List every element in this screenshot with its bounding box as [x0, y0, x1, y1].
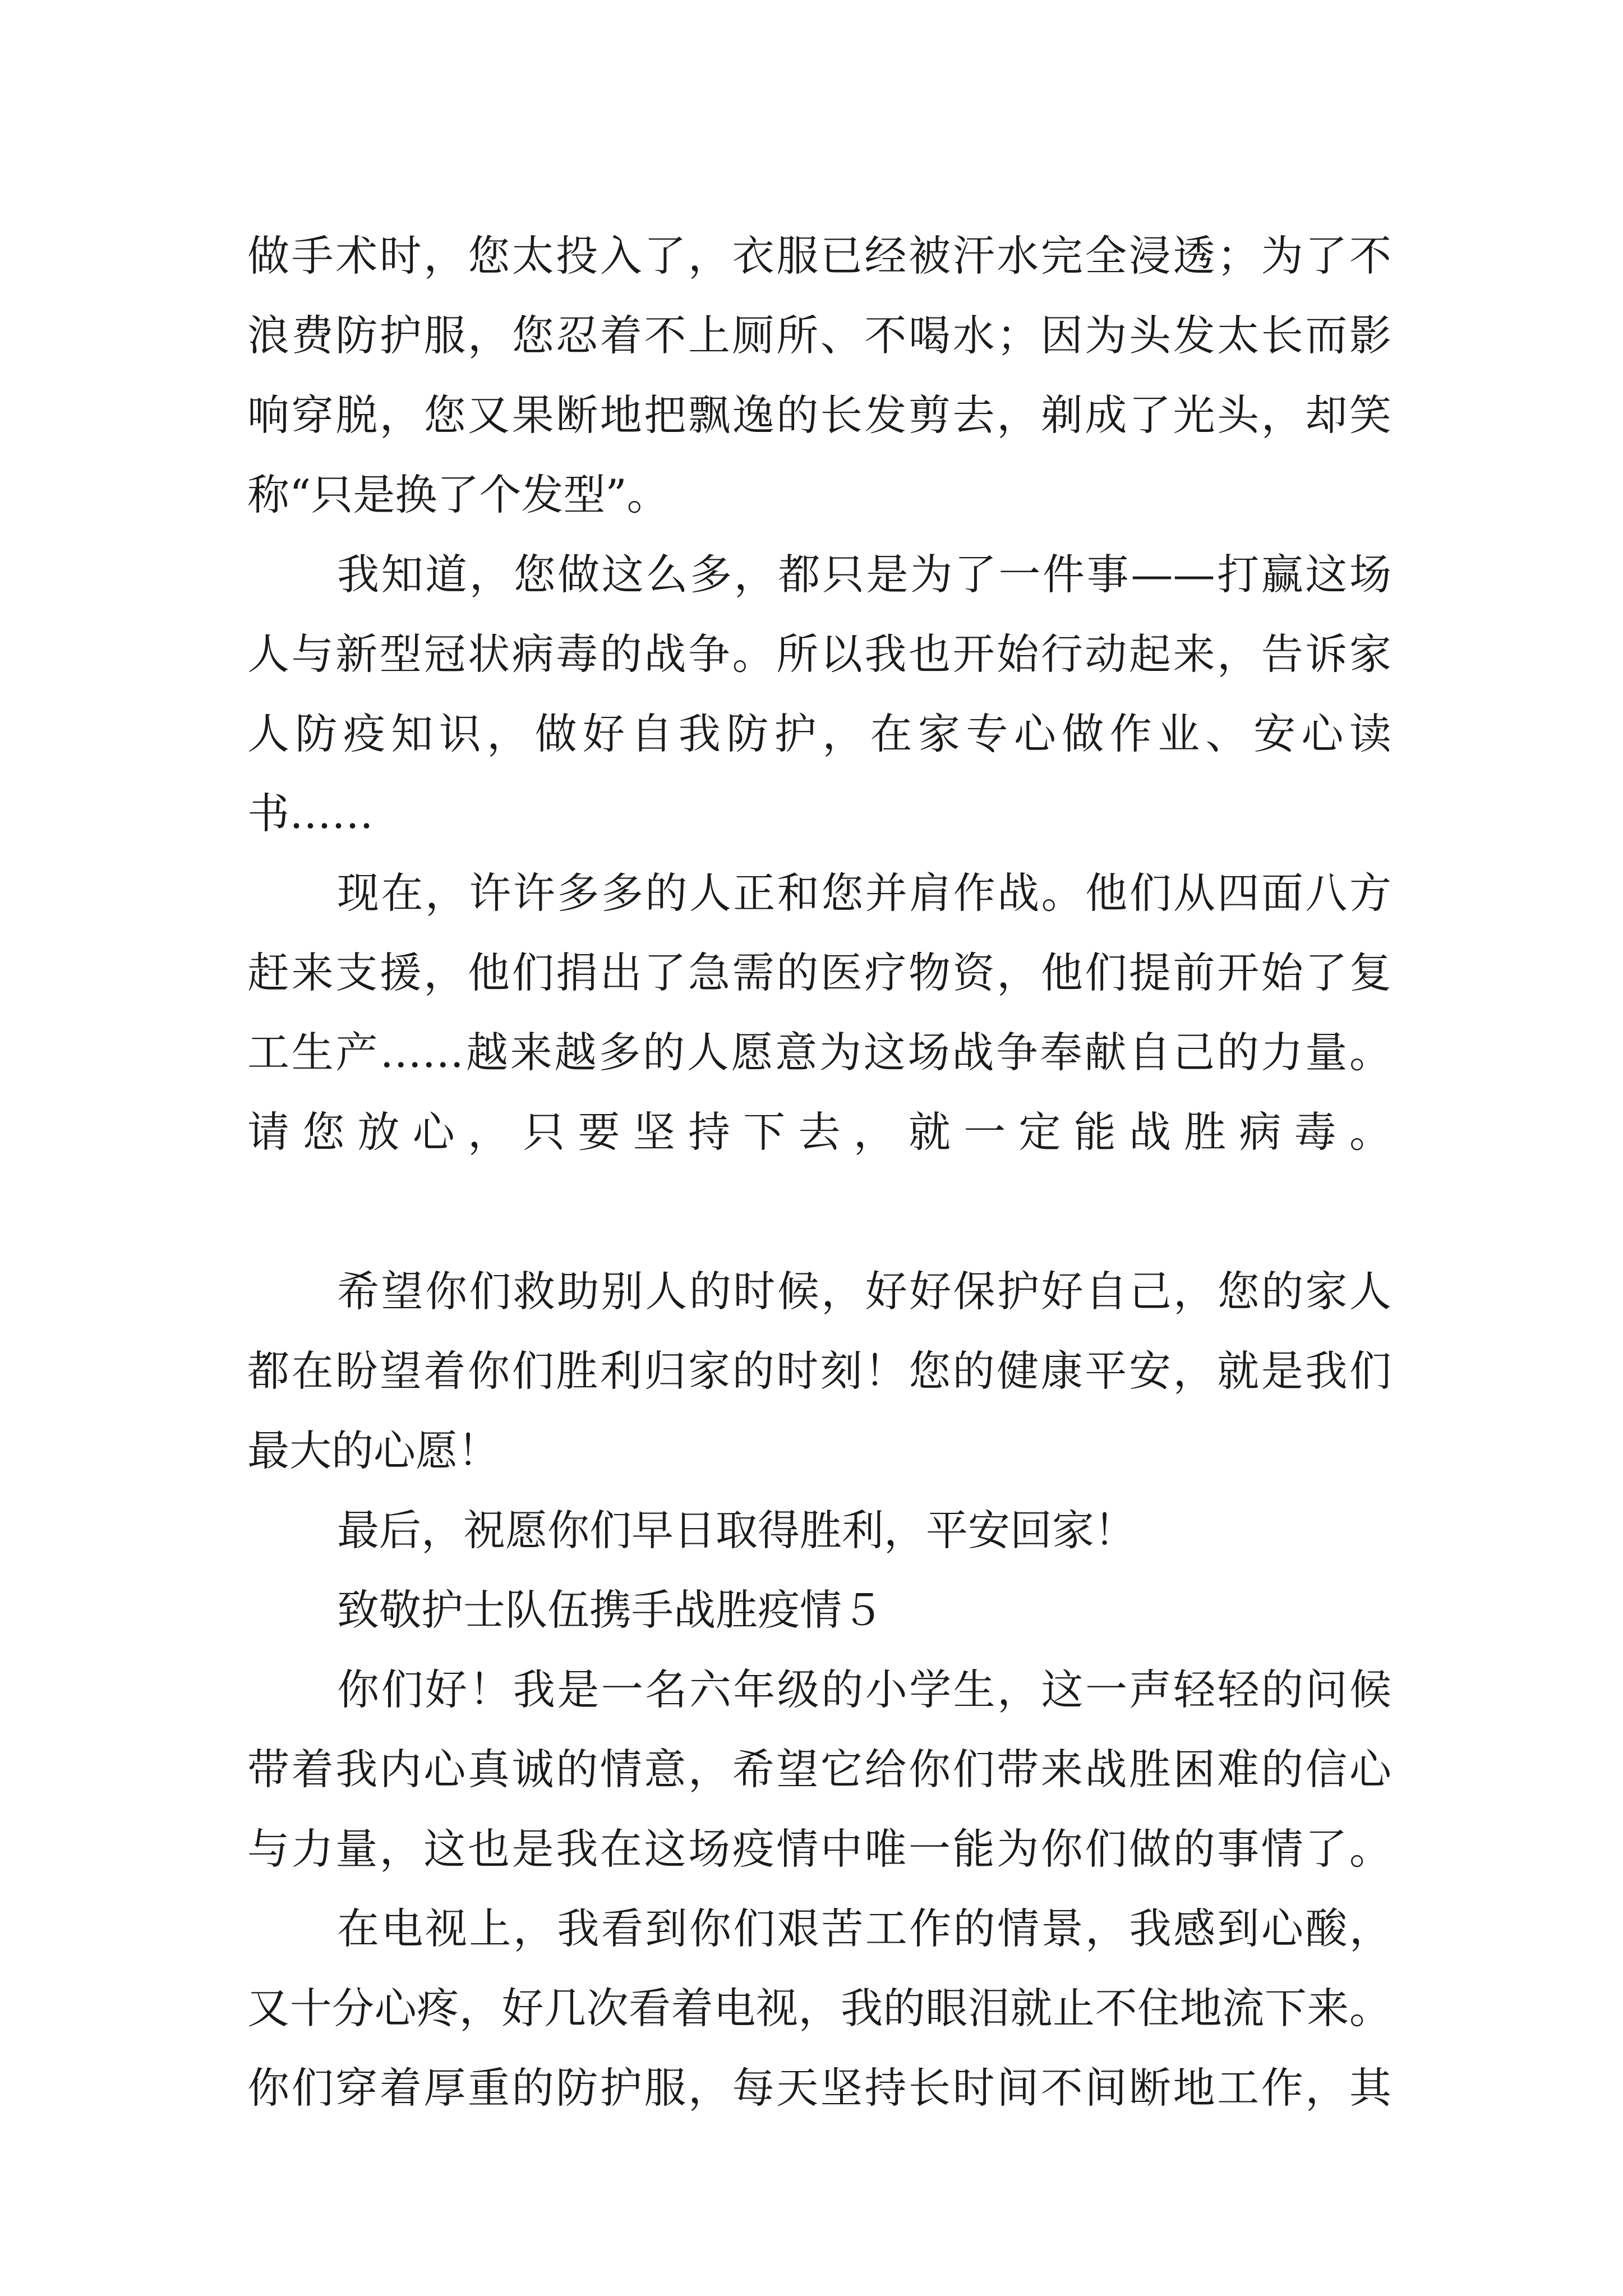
paragraph-gap: [247, 1172, 1391, 1251]
paragraph-start-line: 你们好！我是一名六年级的小学生，这一声轻轻的问候: [337, 1665, 1391, 1714]
text-line: 赶来支援，他们捐出了急需的医疗物资，他们提前开始了复: [247, 948, 1391, 997]
text-line: 最大的心愿！: [247, 1426, 500, 1475]
paragraph-start-line: 在电视上，我看到你们艰苦工作的情景，我感到心酸，: [337, 1904, 1391, 1953]
text-line: 人与新型冠状病毒的战争。所以我也开始行动起来，告诉家: [247, 629, 1391, 679]
text-line: 你们穿着厚重的防护服，每天坚持长时间不间断地工作，其: [247, 2063, 1391, 2113]
text-line: 浪费防护服，您忍着不上厕所、不喝水；因为头发太长而影: [247, 311, 1391, 360]
paragraph-start-line: 最后，祝愿你们早日取得胜利，平安回家！: [337, 1506, 1137, 1555]
text-line: 做手术时，您太投入了，衣服已经被汗水完全浸透；为了不: [247, 231, 1391, 280]
text-line: 又十分心疼，好几次看着电视，我的眼泪就止不住地流下来。: [247, 1984, 1391, 2033]
text-line: 带着我内心真诚的情意，希望它给你们带来战胜困难的信心: [247, 1745, 1391, 1794]
section-heading: 致敬护士队伍携手战胜疫情５: [337, 1585, 884, 1635]
paragraph-start-line: 希望你们救助别人的时候，好好保护好自己，您的家人: [337, 1267, 1391, 1316]
text-line: 响穿脱，您又果断地把飘逸的长发剪去，剃成了光头，却笑: [247, 390, 1391, 440]
paragraph-start-line: 现在，许许多多的人正和您并肩作战。他们从四面八方: [337, 868, 1391, 918]
body-text: [247, 216, 1391, 2128]
text-line: 工生产……越来越多的人愿意为这场战争奉献自己的力量。: [247, 1028, 1391, 1077]
text-line: 人防疫知识，做好自我防护，在家专心做作业、安心读: [247, 709, 1391, 758]
text-line: 请您放心，只要坚持下去，就一定能战胜病毒。: [247, 1107, 1391, 1157]
text-line: 书……: [247, 789, 374, 838]
text-line: 都在盼望着你们胜利归家的时刻！您的健康平安，就是我们: [247, 1346, 1391, 1396]
text-line: 与力量，这也是我在这场疫情中唯一能为你们做的事情了。: [247, 1824, 1391, 1874]
paragraph-start-line: 我知道，您做这么多，都只是为了一件事——打赢这场: [337, 550, 1391, 599]
text-line: 称“只是换了个发型”。: [247, 470, 669, 519]
